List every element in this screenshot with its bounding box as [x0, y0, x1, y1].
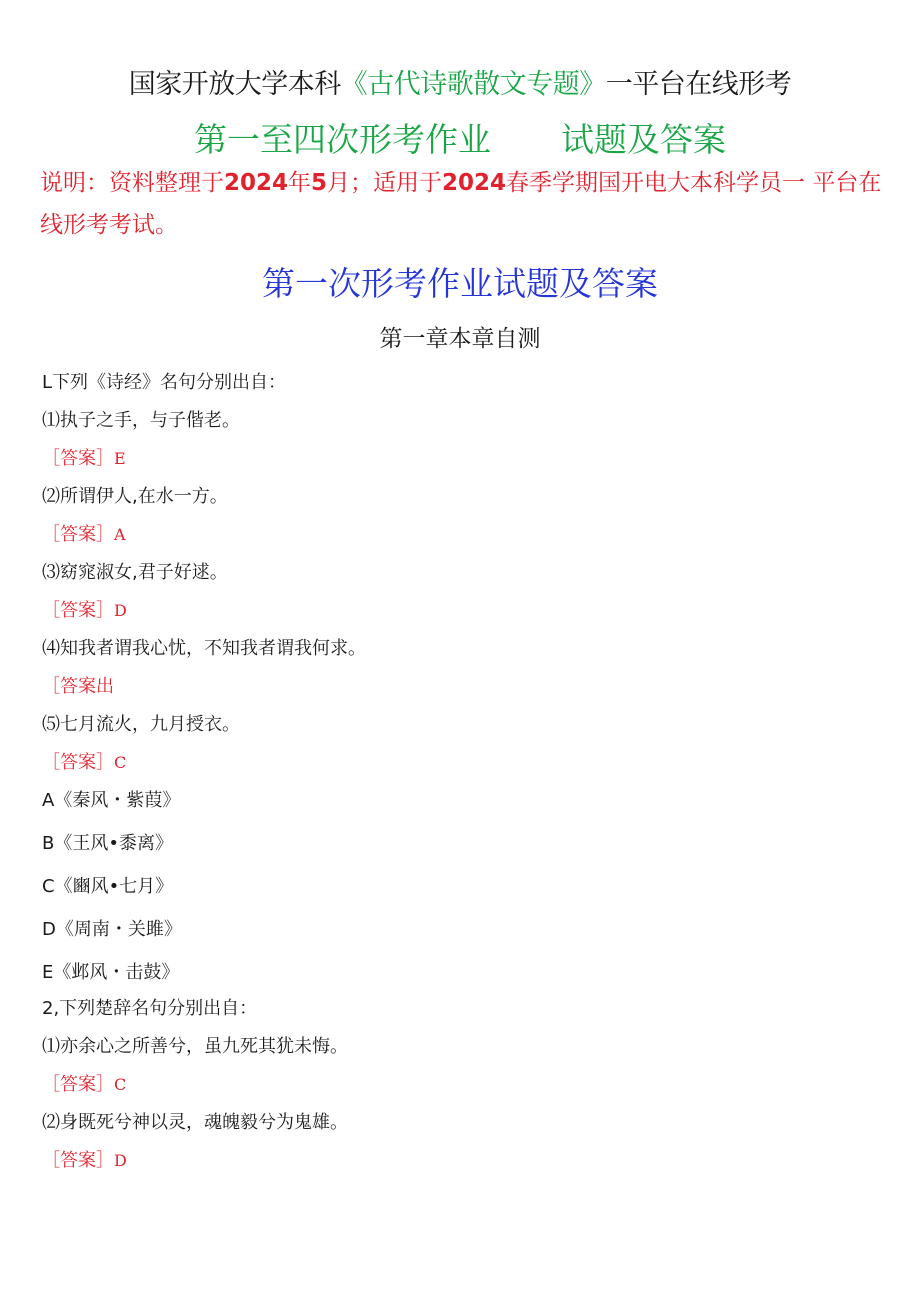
question-1-item-5: ⑸七月流火，九月授衣。: [42, 714, 240, 735]
question-1: L下列《诗经》名句分别出自：: [42, 372, 287, 393]
option-a: A《秦风・紫葭》: [42, 790, 181, 811]
answer-label: ［答案］: [42, 524, 114, 545]
note-month: 5: [311, 170, 328, 196]
note-text-b: 年: [288, 170, 312, 196]
subtitle-part-a: 第一至四次形考作业: [194, 120, 491, 159]
note-text-a: 说明：资料整理于: [40, 170, 224, 196]
note-year-2: 2024: [442, 170, 507, 196]
answer-1-5: [42, 748, 126, 774]
answer-1-1: [42, 444, 126, 470]
subtitle-part-b: 试题及答案: [561, 120, 726, 159]
section-heading: 第一次形考作业试题及答案: [262, 264, 658, 303]
option-d: D《周南・关雎》: [42, 919, 182, 940]
answer-2-2: [42, 1146, 127, 1172]
answer-value: C: [114, 1075, 127, 1094]
answer-label: ［答案］: [42, 1150, 114, 1171]
answer-label: ［答案］: [42, 1074, 114, 1095]
option-c: C《豳风•七月》: [42, 876, 174, 897]
answer-label: ［答案］: [42, 752, 114, 773]
answer-2-1: [42, 1070, 126, 1096]
question-2-item-2: ⑵身既死兮神以灵，魂魄毅兮为鬼雄。: [42, 1112, 348, 1133]
answer-1-4: [42, 672, 114, 698]
answer-label: ［答案］: [42, 600, 114, 621]
note-year: 2024: [224, 170, 289, 196]
answer-1-2: [42, 520, 126, 546]
answer-value: C: [114, 753, 127, 772]
option-e: E《邺风・击鼓》: [42, 962, 180, 983]
document-title: [0, 62, 920, 101]
question-1-item-1: ⑴执子之手，与子偕老。: [42, 410, 240, 431]
answer-label: ［答案出: [42, 676, 114, 697]
answer-label: ［答案］: [42, 448, 114, 469]
document-note: [40, 162, 882, 246]
document-subtitle: [0, 114, 920, 161]
answer-value: E: [114, 449, 126, 468]
note-text-c: 月；适用于: [327, 170, 443, 196]
title-suffix: 一平台在线形考: [605, 69, 792, 100]
answer-value: D: [114, 1151, 127, 1170]
question-1-item-2: ⑵所谓伊人,在水一方。: [42, 486, 228, 507]
question-2: 2,下列楚辞名句分别出自：: [42, 998, 258, 1019]
answer-value: D: [114, 601, 127, 620]
answer-value: A: [114, 525, 126, 544]
title-prefix: 国家开放大学本科: [128, 69, 341, 100]
question-2-item-1: ⑴亦余心之所善兮，虽九死其犹未悔。: [42, 1036, 348, 1057]
option-b: B《王风•黍离》: [42, 833, 173, 854]
note-text-d: 春季学期国开电大本科学员一 平台在线形考考试。: [40, 170, 882, 238]
question-1-item-4: ⑷知我者谓我心忧，不知我者谓我何求。: [42, 638, 366, 659]
chapter-heading: 第一章本章自测: [379, 326, 541, 352]
answer-1-3: [42, 596, 127, 622]
question-1-item-3: ⑶窈窕淑女,君子好逑。: [42, 562, 228, 583]
title-course: 《古代诗歌散文专题》: [340, 69, 606, 100]
